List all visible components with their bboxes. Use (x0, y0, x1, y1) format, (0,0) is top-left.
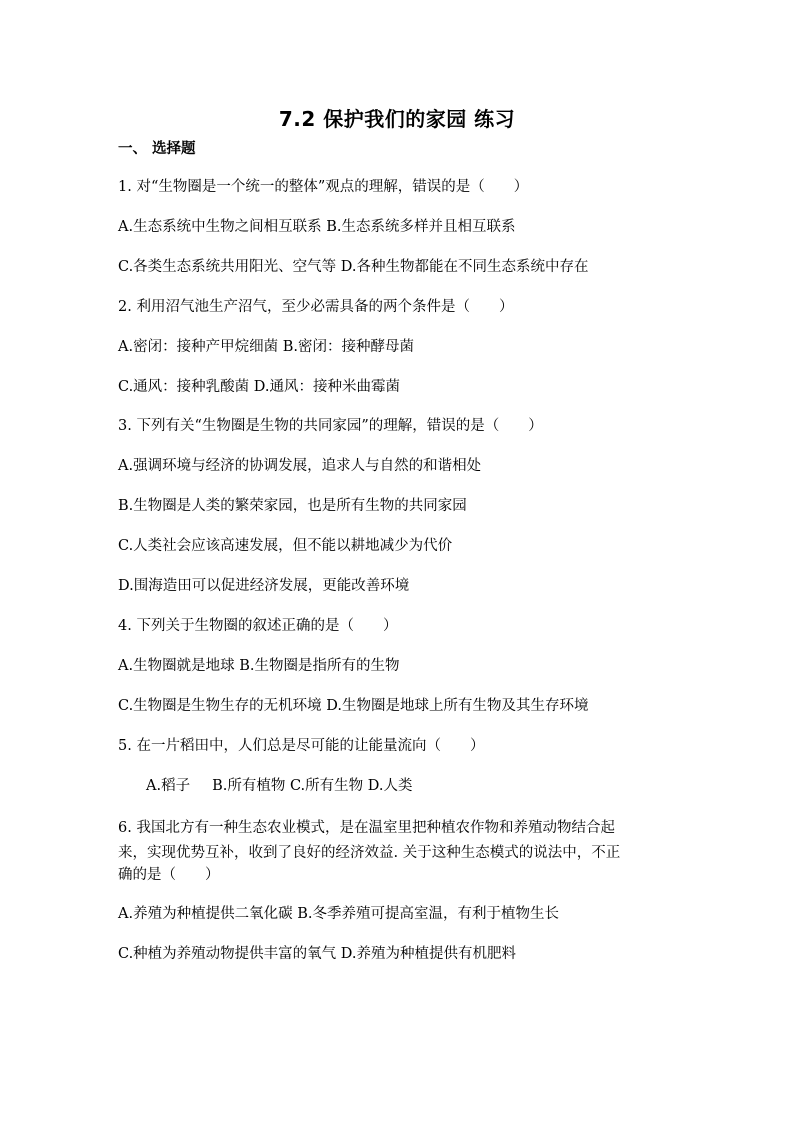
question-1-stem: 1. 对“生物圈是一个统一的整体”观点的理解，错误的是（ ） (118, 179, 529, 195)
question-6-options-line-2: C.种植为养殖动物提供丰富的氧气 D.养殖为种植提供有机肥料 (118, 946, 517, 962)
question-3-option-d: D.围海造田可以促进经济发展，更能改善环境 (118, 578, 410, 594)
question-5-stem: 5. 在一片稻田中，人们总是尽可能的让能量流向（ ） (118, 738, 485, 754)
question-1-options-line-2: C.各类生态系统共用阳光、空气等 D.各种生物都能在不同生态系统中存在 (118, 259, 589, 275)
question-6-stem-line-3: 确的是（ ） (118, 867, 220, 883)
question-2-options-line-1: A.密闭：接种产甲烷细菌 B.密闭：接种酵母菌 (118, 339, 414, 355)
question-3-option-b: B.生物圈是人类的繁荣家园，也是所有生物的共同家园 (118, 498, 467, 514)
question-4-options-line-1: A.生物圈就是地球 B.生物圈是指所有的生物 (118, 658, 400, 674)
question-5-option-a: A.稻子 (146, 778, 191, 794)
question-3-stem: 3. 下列有关“生物圈是生物的共同家园”的理解，错误的是（ ） (118, 418, 543, 434)
question-5-options-rest: B.所有植物 C.所有生物 D.人类 (212, 778, 413, 794)
question-6-stem-line-1: 6. 我国北方有一种生态农业模式，是在温室里把种植农作物和养殖动物结合起 (118, 820, 615, 836)
section-heading: 一、 选择题 (118, 141, 196, 157)
question-1-options-line-1: A.生态系统中生物之间相互联系 B.生态系统多样并且相互联系 (118, 219, 516, 235)
question-4-options-line-2: C.生物圈是生物生存的无机环境 D.生物圈是地球上所有生物及其生存环境 (118, 698, 589, 714)
question-6-options-line-1: A.养殖为种植提供二氧化碳 B.冬季养殖可提高室温，有利于植物生长 (118, 906, 559, 922)
question-2-stem: 2. 利用沼气池生产沼气，至少必需具备的两个条件是（ ） (118, 299, 514, 315)
question-4-stem: 4. 下列关于生物圈的叙述正确的是（ ） (118, 618, 398, 634)
question-2-options-line-2: C.通风：接种乳酸菌 D.通风：接种米曲霉菌 (118, 379, 401, 395)
question-3-option-c: C.人类社会应该高速发展，但不能以耕地减少为代价 (118, 538, 453, 554)
question-6-stem-line-2: 来，实现优势互补，收到了良好的经济效益. 关于这种生态模式的说法中，不正 (118, 845, 621, 861)
document-title: 7.2 保护我们的家园 练习 (278, 107, 516, 131)
question-5-options (146, 776, 412, 796)
question-3-option-a: A.强调环境与经济的协调发展，追求人与自然的和谐相处 (118, 458, 482, 474)
